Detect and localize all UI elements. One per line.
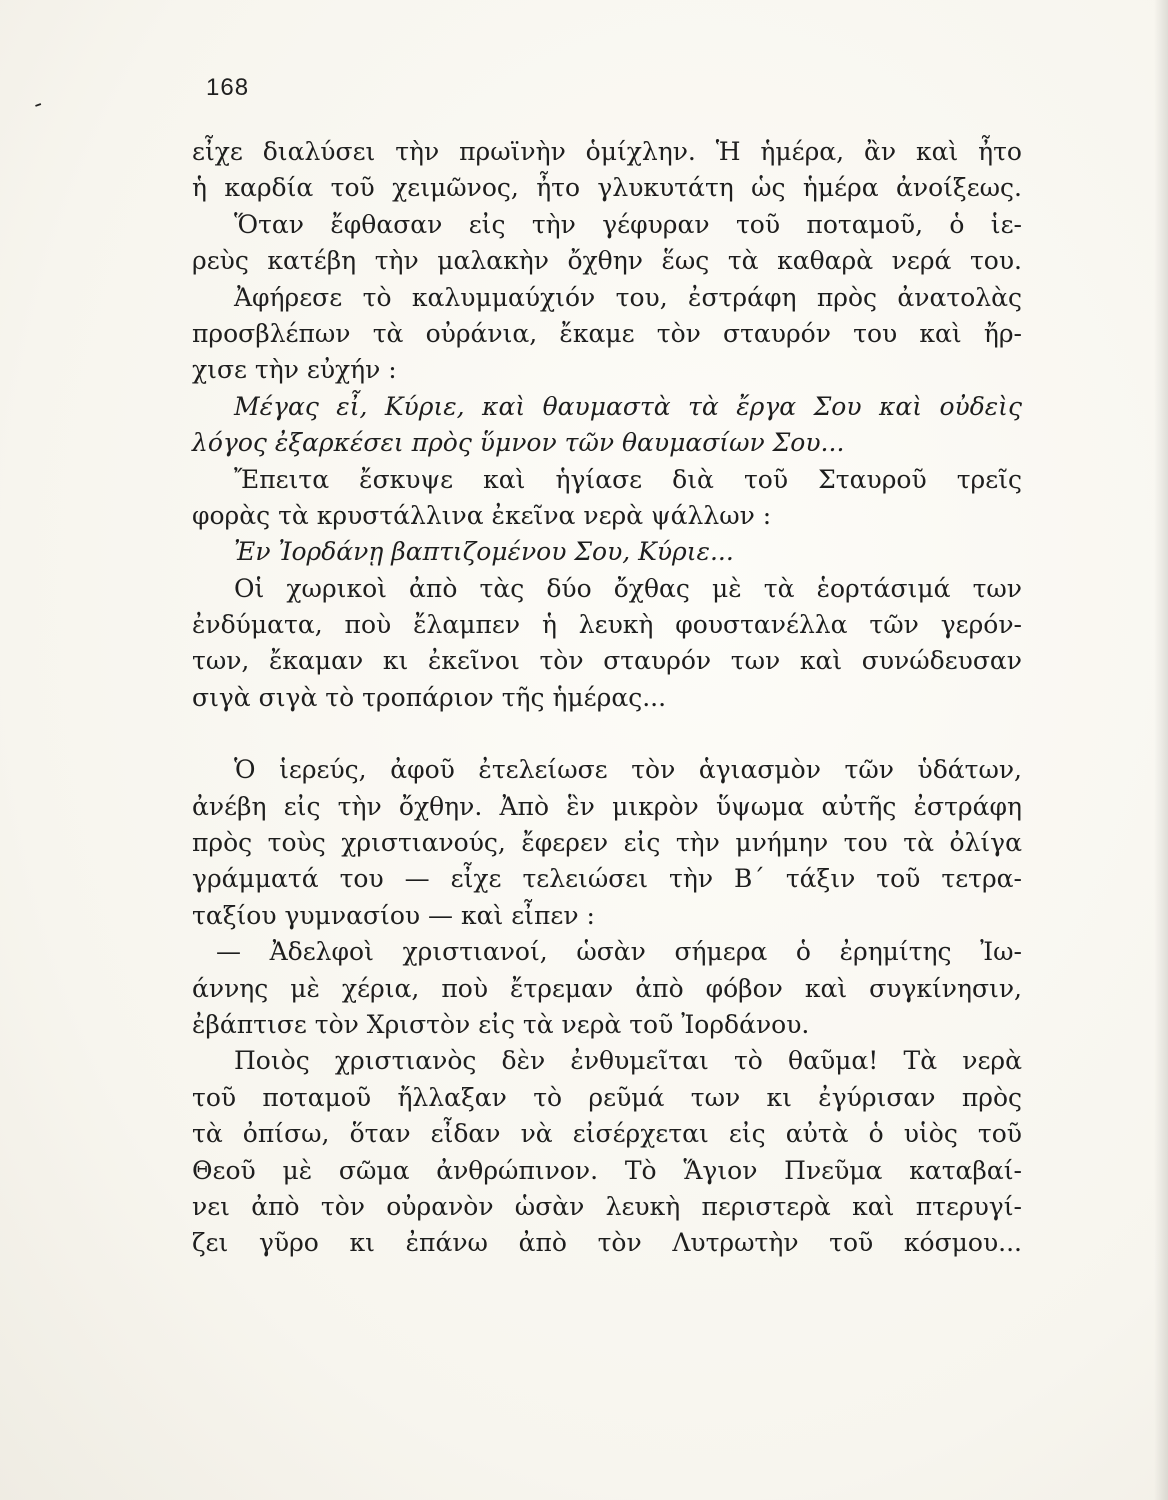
text-line: των, ἔκαμαν κι ἐκεῖνοι τὸν σταυρόν των καὶ συνώδευσαν — [192, 646, 1022, 676]
text-line: προσβλέπων τὰ οὐράνια, ἔκαμε τὸν σταυρόν του καὶ ἤρ- — [192, 318, 1022, 348]
text-line: ζει γῦρο κι ἐπάνω ἀπὸ τὸν Λυτρωτὴν τοῦ κόσμου... — [192, 1228, 1022, 1258]
text-line: χισε τὴν εὐχήν : — [192, 355, 397, 385]
text-line: πρὸς τοὺς χριστιανούς, ἔφερεν εἰς τὴν μνήμην του τὰ ὀλίγα — [192, 828, 1022, 858]
text-line: τοῦ ποταμοῦ ἤλλαξαν τὸ ρεῦμά των κι ἐγύρισαν πρὸς — [192, 1082, 1022, 1112]
text-line: Ποιὸς χριστιανὸς δὲν ἐνθυμεῖται τὸ θαῦμα! Τὰ νερὰ — [234, 1046, 1022, 1076]
text-line: τὰ ὀπίσω, ὅταν εἶδαν νὰ εἰσέρχεται εἰς αὐτὰ ὁ υἱὸς τοῦ — [192, 1119, 1022, 1149]
text-line: — Ἀδελφοὶ χριστιανοί, ὡσὰν σήμερα ὁ ἐρημίτης Ἰω- — [216, 937, 1022, 967]
text-line: ταξίου γυμνασίου — καὶ εἶπεν : — [192, 900, 595, 930]
text-line: άννης μὲ χέρια, ποὺ ἔτρεμαν ἀπὸ φόβον καὶ συγκίνησιν, — [192, 973, 1022, 1003]
text-line: ἀνέβη εἰς τὴν ὄχθην. Ἀπὸ ἓν μικρὸν ὕψωμα αὐτῆς ἐστράφη — [192, 791, 1022, 821]
text-line: ρεὺς κατέβη τὴν μαλακὴν ὄχθην ἕως τὰ καθαρὰ νερά του. — [192, 246, 1022, 276]
text-line: Ἐν Ἰορδάνῃ βαπτιζομένου Σου, Κύριε... — [234, 537, 734, 567]
page-edge-shadow — [1154, 0, 1168, 1500]
text-line: Ἀφήρεσε τὸ καλυμμαύχιόν του, ἐστράφη πρὸς ἀνατολὰς — [234, 282, 1022, 312]
body-text — [192, 134, 1022, 1262]
paragraph-gap — [192, 716, 1022, 752]
text-line: Ὅταν ἔφθασαν εἰς τὴν γέφυραν τοῦ ποταμοῦ, ὁ ἱε- — [234, 209, 1022, 239]
text-line: ἐβάπτισε τὸν Χριστὸν εἰς τὰ νερὰ τοῦ Ἰορδάνου. — [192, 1009, 810, 1039]
text-line: ἐνδύματα, ποὺ ἔλαμπεν ἡ λευκὴ φουστανέλλα τῶν γερόν- — [192, 610, 1022, 640]
text-line: Θεοῦ μὲ σῶμα ἀνθρώπινον. Τὸ Ἅγιον Πνεῦμα καταβαί- — [192, 1155, 1022, 1185]
text-line: Ὁ ἱερεύς, ἀφοῦ ἐτελείωσε τὸν ἁγιασμὸν τῶν ὑδάτων, — [234, 755, 1022, 785]
text-line: εἶχε διαλύσει τὴν πρωϊνὴν ὁμίχλην. Ἡ ἡμέρα, ἂν καὶ ἦτο — [192, 137, 1022, 166]
text-line: σιγὰ σιγὰ τὸ τροπάριον τῆς ἡμέρας... — [192, 682, 667, 712]
text-line: ἡ καρδία τοῦ χειμῶνος, ἦτο γλυκυτάτη ὡς ἡμέρα ἀνοίξεως. — [192, 173, 1022, 203]
text-line: νει ἀπὸ τὸν οὐρανὸν ὡσὰν λευκὴ περιστερὰ καὶ πτερυγί- — [192, 1191, 1022, 1221]
corner-mark: - — [29, 91, 46, 118]
text-line: Ἔπειτα ἔσκυψε καὶ ἡγίασε διὰ τοῦ Σταυροῦ τρεῖς — [234, 464, 1022, 494]
text-line: φορὰς τὰ κρυστάλλινα ἐκεῖνα νερὰ ψάλλων : — [192, 500, 772, 530]
text-line: Μέγας εἶ, Κύριε, καὶ θαυμαστὰ τὰ ἔργα Σου καὶ οὐδεὶς — [234, 391, 1022, 421]
text-line: λόγος ἐξαρκέσει πρὸς ὕμνον τῶν θαυμασίων Σου... — [192, 428, 845, 458]
page-number: 168 — [206, 74, 250, 101]
text-line: Οἱ χωρικοὶ ἀπὸ τὰς δύο ὄχθας μὲ τὰ ἑορτάσιμά των — [234, 573, 1022, 603]
text-line: γράμματά του — εἶχε τελειώσει τὴν Β΄ τάξιν τοῦ τετρα- — [192, 864, 1022, 894]
